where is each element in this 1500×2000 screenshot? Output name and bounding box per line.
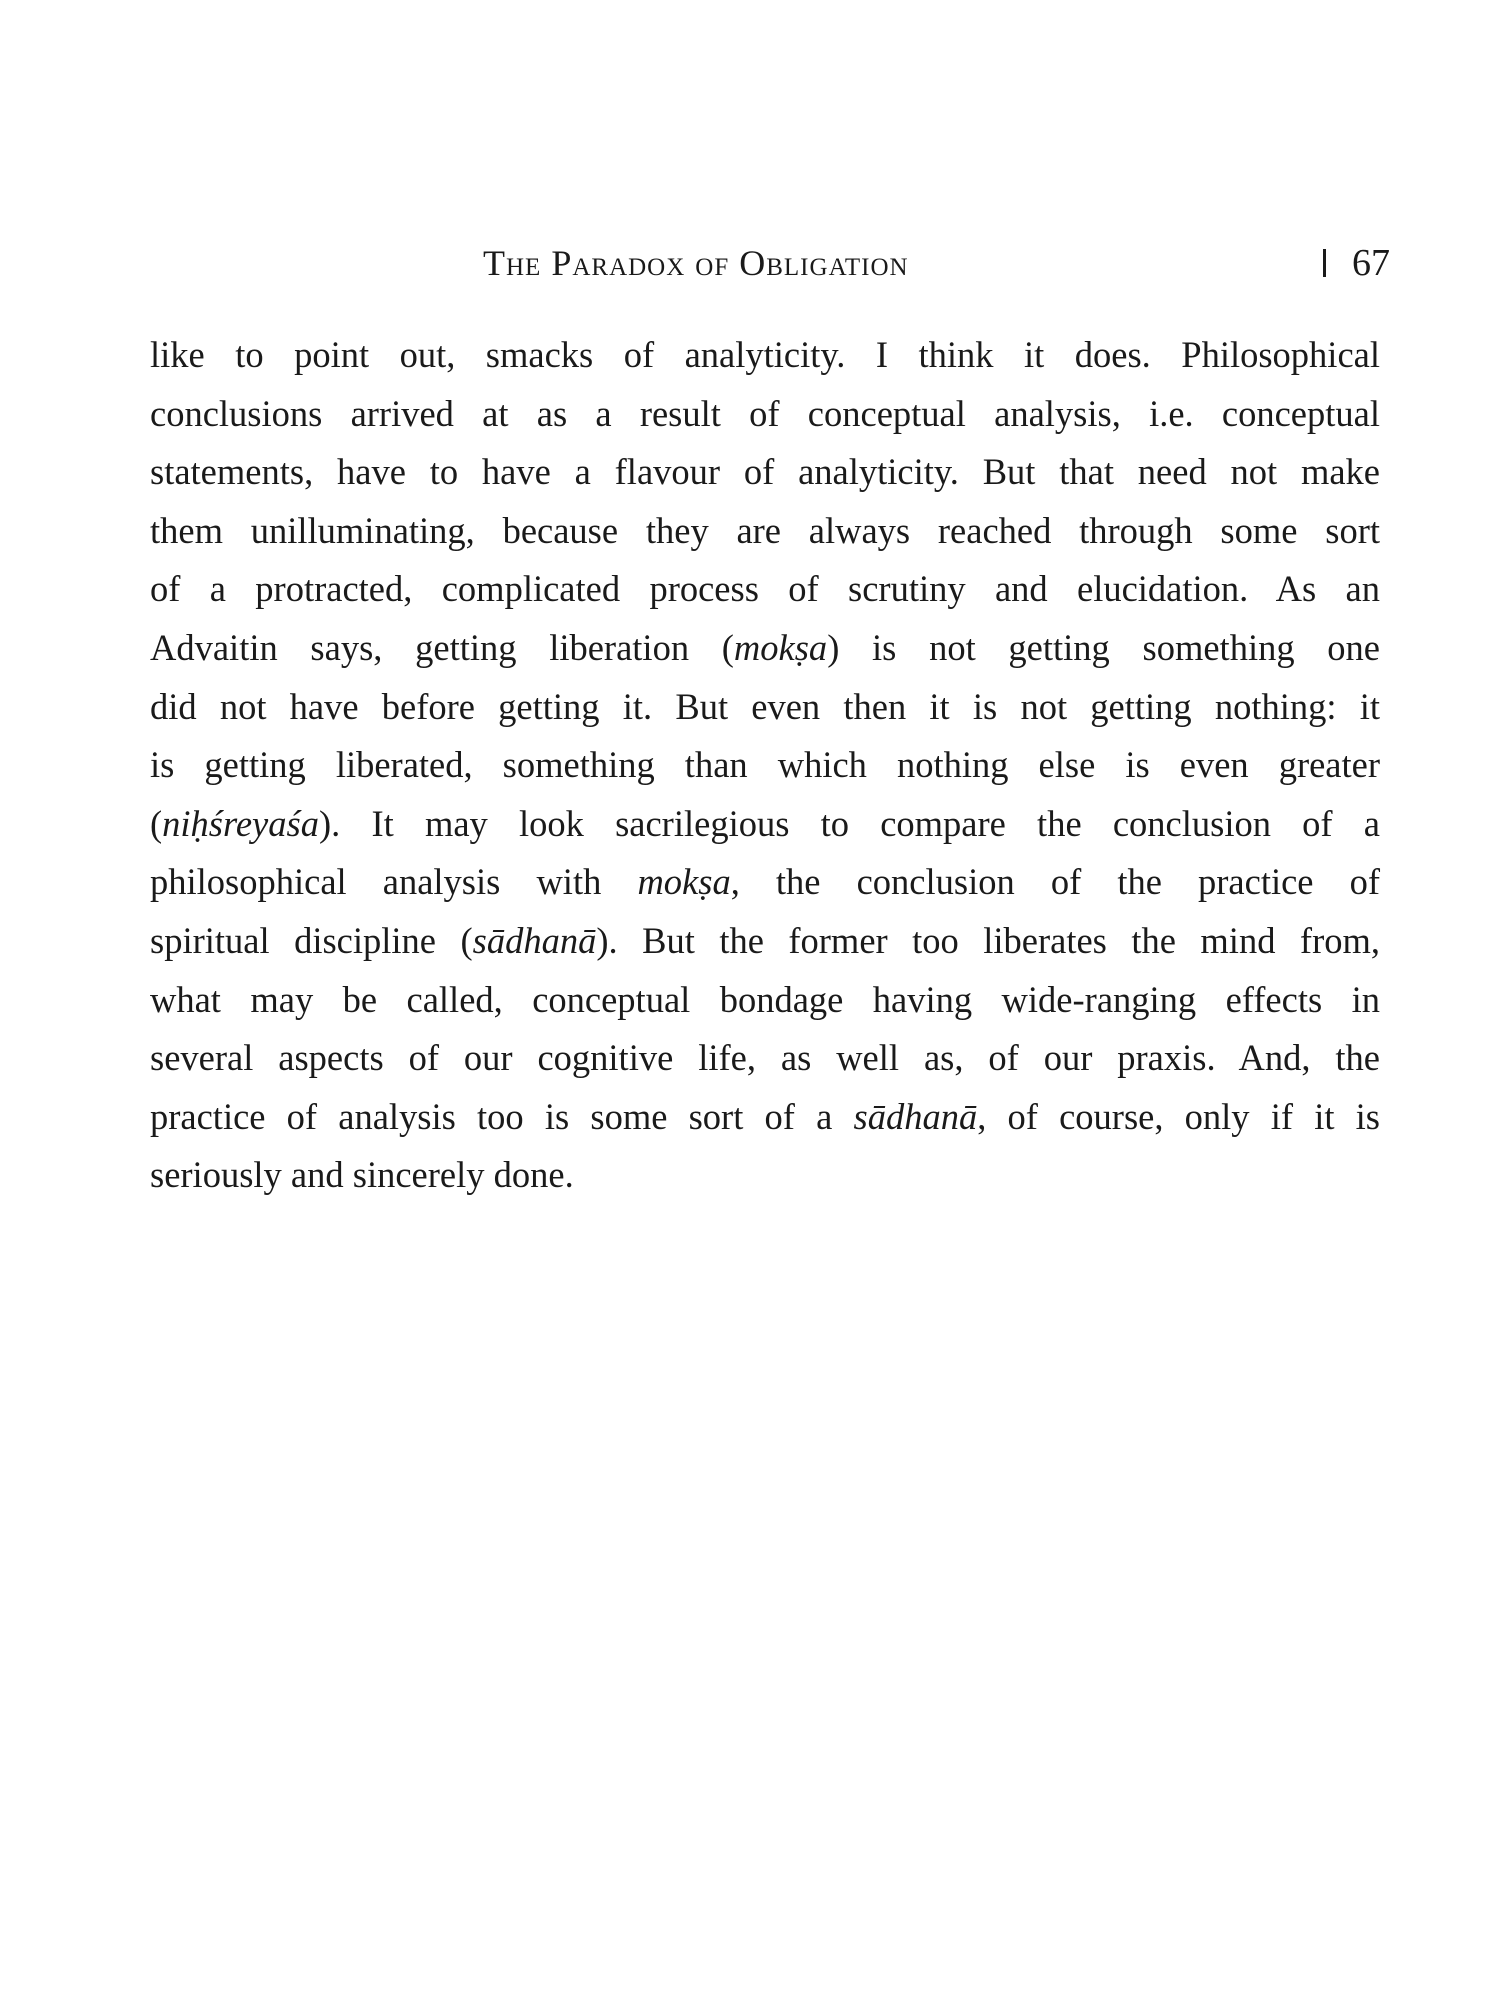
text-run: , the conclusion of the practice of xyxy=(730,861,1380,903)
text-line xyxy=(150,560,1380,619)
text-line xyxy=(150,385,1380,444)
text-run: Advaitin says, getting liberation ( xyxy=(150,626,734,668)
italic-term-moksa: mokṣa xyxy=(637,861,731,903)
text-line xyxy=(150,912,1380,971)
text-run: did not have before getting it. But even then it is not getting nothing: it xyxy=(150,685,1380,727)
text-line xyxy=(150,502,1380,561)
text-line xyxy=(150,443,1380,502)
text-run: philosophical analysis with xyxy=(150,861,638,903)
text-run: what may be called, conceptual bondage having wide-ranging effects in xyxy=(150,978,1380,1020)
text-line xyxy=(150,971,1380,1030)
text-line xyxy=(150,853,1380,912)
text-run: ). It may look sacrilegious to compare the conclusion of a xyxy=(318,802,1380,844)
text-run: ) is not getting something one xyxy=(827,626,1380,668)
italic-term-sadhana: sādhanā xyxy=(853,1095,978,1137)
italic-term-nihsreyasa: niḥśreyaśa xyxy=(162,802,319,844)
text-run: conclusions arrived at as a result of conceptual analysis, i.e. conceptual xyxy=(150,392,1380,434)
italic-term-sadhana: sādhanā xyxy=(472,919,597,961)
text-run: them unilluminating, because they are always reached through some sort xyxy=(150,509,1380,551)
text-line xyxy=(150,795,1380,854)
text-run: statements, have to have a flavour of analyticity. But that need not make xyxy=(150,451,1380,493)
text-line xyxy=(150,1088,1380,1147)
text-line xyxy=(150,678,1380,737)
text-run: of a protracted, complicated process of scrutiny and elucidation. As an xyxy=(150,568,1380,610)
text-run: is getting liberated, something than which nothing else is even greater xyxy=(150,744,1380,786)
running-title: The Paradox of Obligation xyxy=(483,243,909,283)
text-run: several aspects of our cognitive life, as well as, of our praxis. And, the xyxy=(150,1037,1380,1079)
text-run: spiritual discipline ( xyxy=(150,919,473,961)
text-line xyxy=(150,326,1380,385)
text-line xyxy=(150,1029,1380,1088)
text-run: , of course, only if it is xyxy=(977,1095,1381,1137)
page-number: 67 xyxy=(1352,242,1390,284)
text-line xyxy=(150,619,1380,678)
text-run: seriously and sincerely done. xyxy=(150,1154,574,1196)
text-run: like to point out, smacks of analyticity. I think it does. Philosophical xyxy=(150,334,1380,375)
text-line xyxy=(150,736,1380,795)
separator-bar xyxy=(1323,249,1326,277)
running-head xyxy=(150,238,1390,288)
page-number-block xyxy=(1323,238,1390,288)
body-paragraph xyxy=(150,326,1380,1205)
text-run: ). But the former too liberates the mind from, xyxy=(596,919,1380,961)
text-line xyxy=(150,1146,1380,1205)
italic-term-moksa: mokṣa xyxy=(733,626,828,668)
text-run: ( xyxy=(150,802,163,844)
text-run: practice of analysis too is some sort of a xyxy=(150,1095,854,1137)
